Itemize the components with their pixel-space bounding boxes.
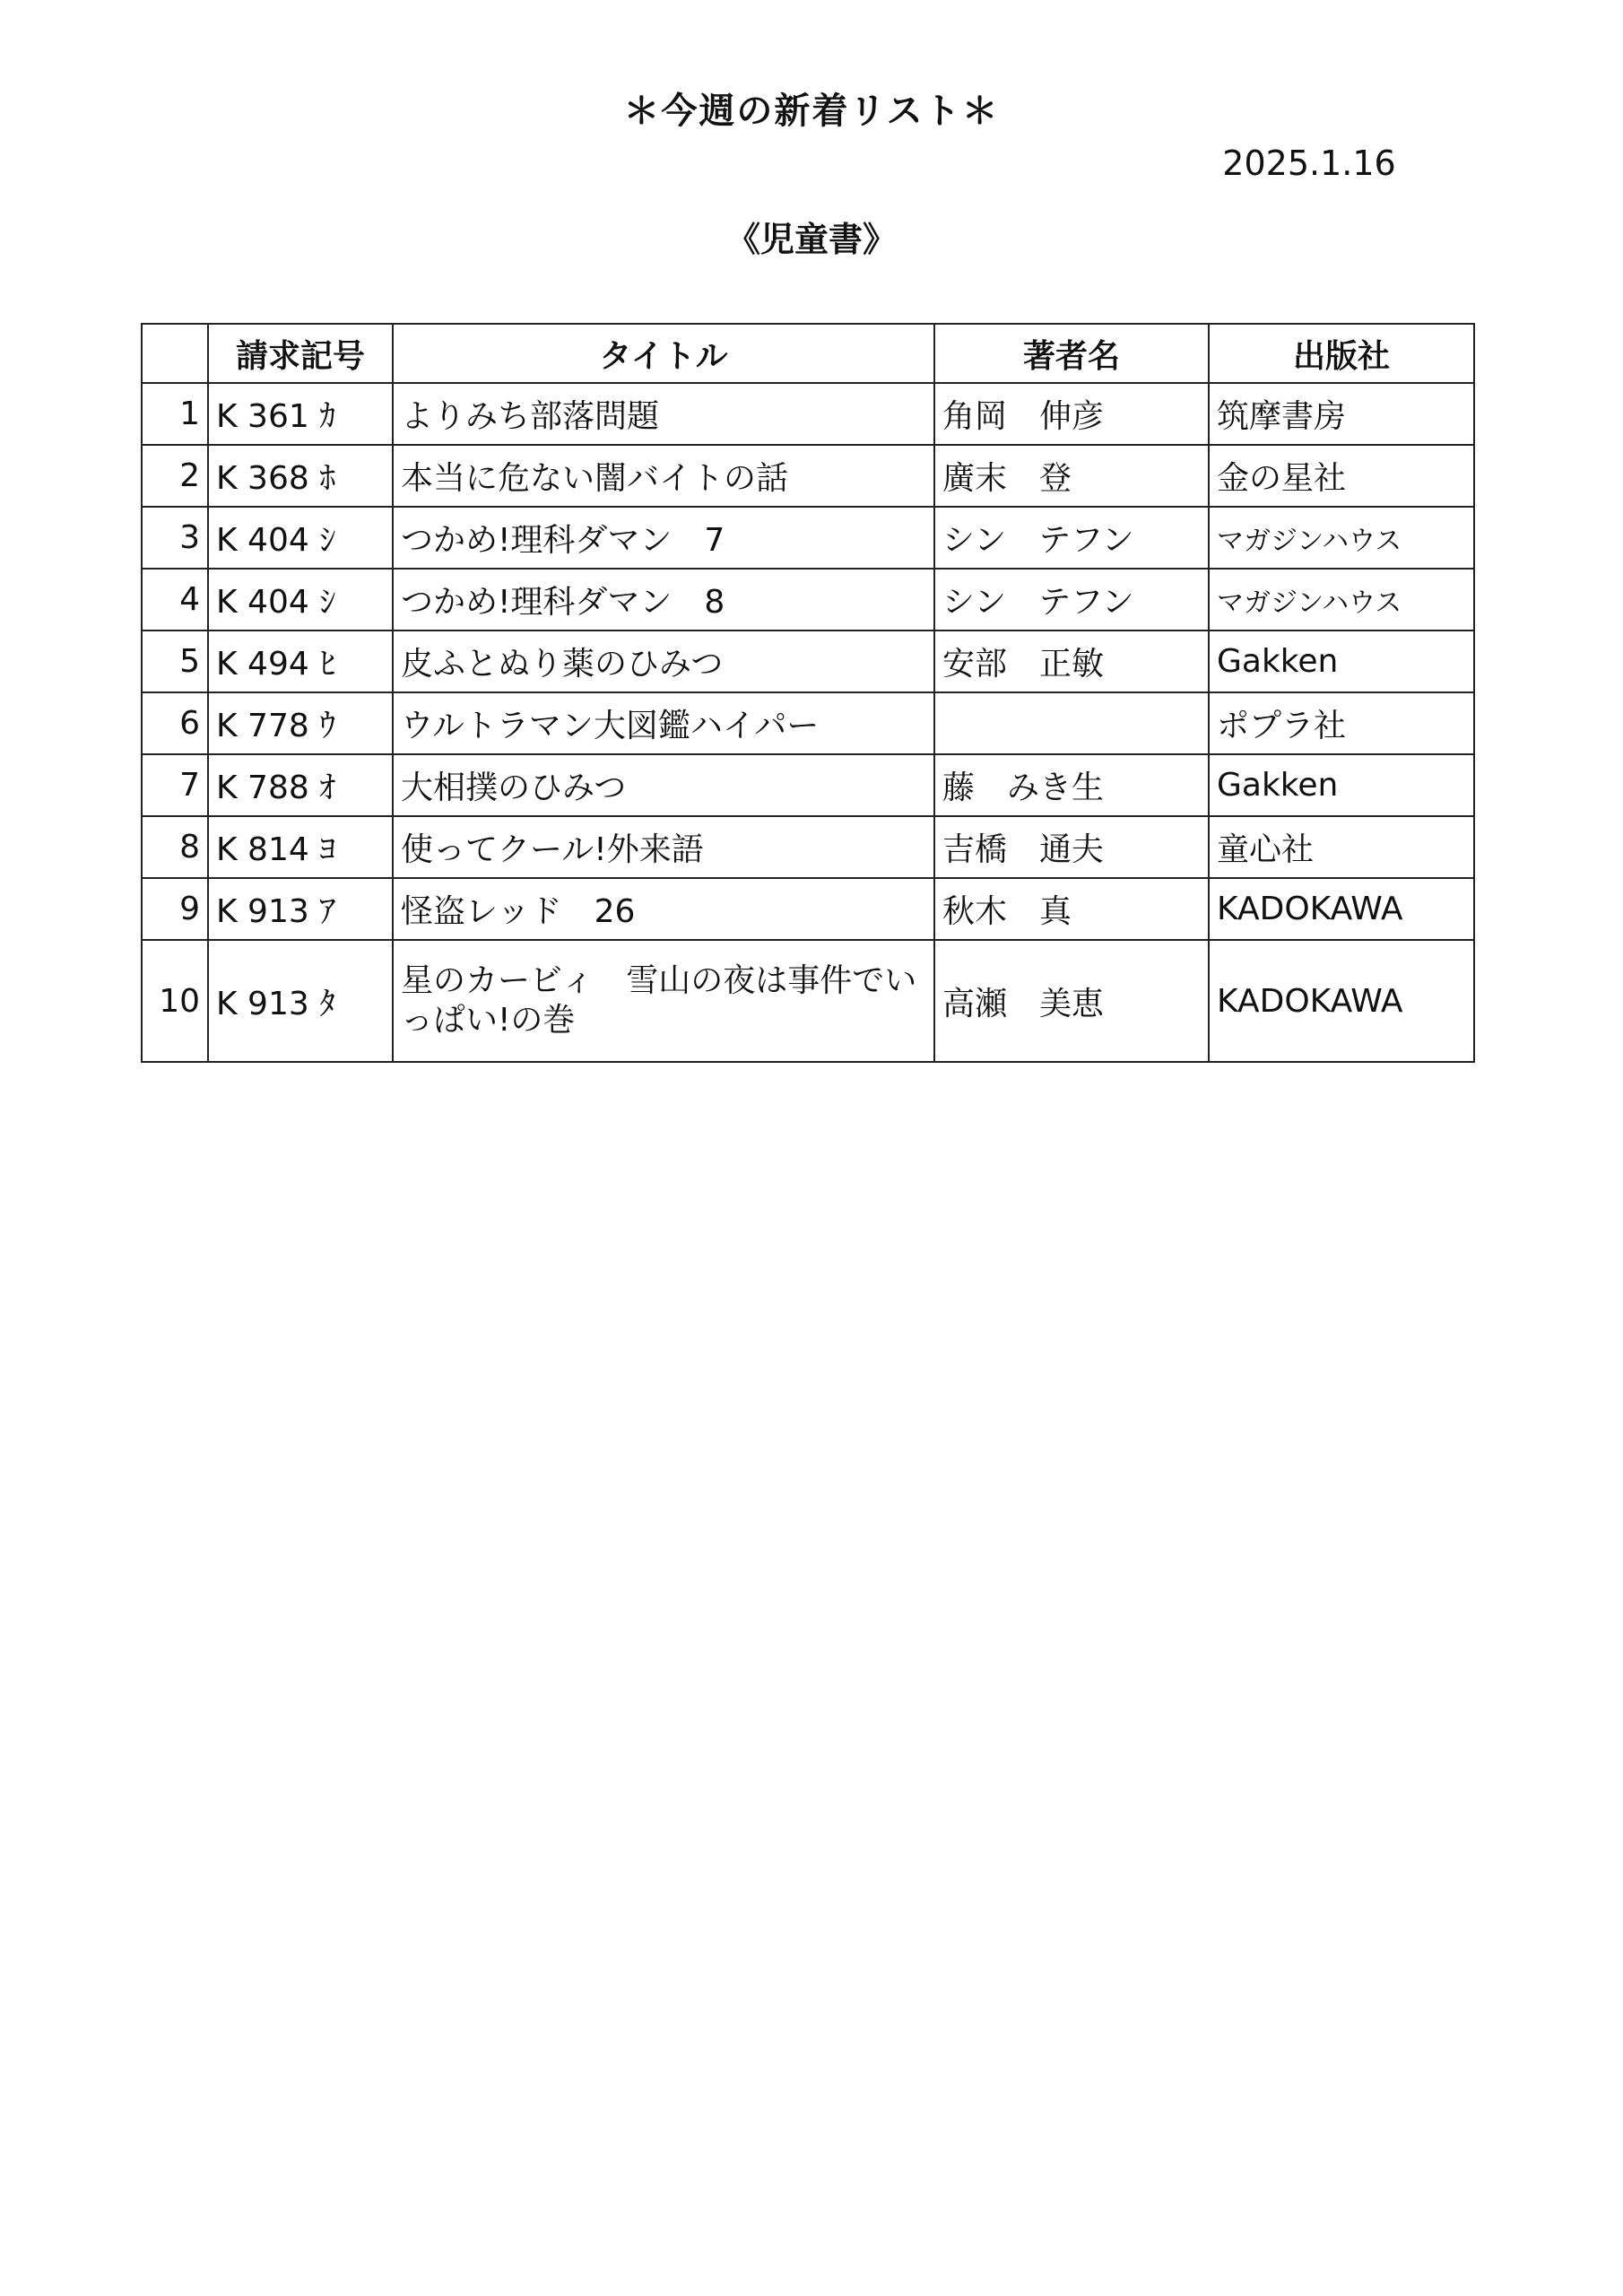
column-header-no (142, 324, 208, 383)
publisher: Gakken (1209, 631, 1474, 692)
new-arrivals-table (141, 323, 1475, 1063)
call-number: K 814 ﾖ (208, 816, 393, 878)
table-row (142, 816, 1474, 878)
book-title: 星のカービィ 雪山の夜は事件でいっぱい!の巻 (393, 940, 934, 1062)
book-title: 本当に危ない闇バイトの話 (393, 445, 934, 507)
author-name: 秋木 真 (934, 878, 1209, 940)
category-heading: 《児童書》 (725, 220, 897, 259)
row-number: 10 (142, 940, 208, 1062)
publisher: 筑摩書房 (1209, 383, 1474, 445)
column-header-publisher: 出版社 (1209, 324, 1474, 383)
table-row (142, 692, 1474, 754)
table-row (142, 631, 1474, 692)
table-row (142, 445, 1474, 507)
call-number: K 778 ｳ (208, 692, 393, 754)
author-name: 藤 みき生 (934, 754, 1209, 816)
column-header-title: タイトル (393, 324, 934, 383)
publisher: Gakken (1209, 754, 1474, 816)
table-header-row (142, 324, 1474, 383)
author-name (934, 692, 1209, 754)
table-row (142, 878, 1474, 940)
author-name: 安部 正敏 (934, 631, 1209, 692)
publisher: マガジンハウス (1209, 507, 1474, 569)
row-number: 8 (142, 816, 208, 878)
publisher: KADOKAWA (1209, 940, 1474, 1062)
author-name: 高瀬 美恵 (934, 940, 1209, 1062)
table-row (142, 383, 1474, 445)
list-date: 2025.1.16 (1222, 144, 1396, 183)
table-row (142, 569, 1474, 631)
row-number: 1 (142, 383, 208, 445)
table-row (142, 940, 1474, 1062)
column-header-author: 著者名 (934, 324, 1209, 383)
publisher: 童心社 (1209, 816, 1474, 878)
book-title: 怪盗レッド 26 (393, 878, 934, 940)
author-name: シン テフン (934, 569, 1209, 631)
call-number: K 404 ｼ (208, 507, 393, 569)
publisher: ポプラ社 (1209, 692, 1474, 754)
table-row (142, 507, 1474, 569)
book-title: 使ってクール!外来語 (393, 816, 934, 878)
call-number: K 404 ｼ (208, 569, 393, 631)
row-number: 5 (142, 631, 208, 692)
book-title: つかめ!理科ダマン 8 (393, 569, 934, 631)
call-number: K 368 ﾎ (208, 445, 393, 507)
author-name: 廣末 登 (934, 445, 1209, 507)
column-header-call-number: 請求記号 (208, 324, 393, 383)
call-number: K 913 ﾀ (208, 940, 393, 1062)
book-title: 皮ふとぬり薬のひみつ (393, 631, 934, 692)
publisher: KADOKAWA (1209, 878, 1474, 940)
row-number: 3 (142, 507, 208, 569)
publisher: マガジンハウス (1209, 569, 1474, 631)
book-title: つかめ!理科ダマン 7 (393, 507, 934, 569)
author-name: 吉橋 通夫 (934, 816, 1209, 878)
call-number: K 494 ﾋ (208, 631, 393, 692)
row-number: 4 (142, 569, 208, 631)
page-title: ＊今週の新着リスト＊ (623, 91, 1000, 132)
call-number: K 361 ｶ (208, 383, 393, 445)
call-number: K 788 ｵ (208, 754, 393, 816)
row-number: 7 (142, 754, 208, 816)
book-title: よりみち部落問題 (393, 383, 934, 445)
call-number: K 913 ｱ (208, 878, 393, 940)
book-title: 大相撲のひみつ (393, 754, 934, 816)
author-name: シン テフン (934, 507, 1209, 569)
row-number: 2 (142, 445, 208, 507)
row-number: 6 (142, 692, 208, 754)
book-title: ウルトラマン大図鑑ハイパー (393, 692, 934, 754)
author-name: 角岡 伸彦 (934, 383, 1209, 445)
table-row (142, 754, 1474, 816)
publisher: 金の星社 (1209, 445, 1474, 507)
row-number: 9 (142, 878, 208, 940)
